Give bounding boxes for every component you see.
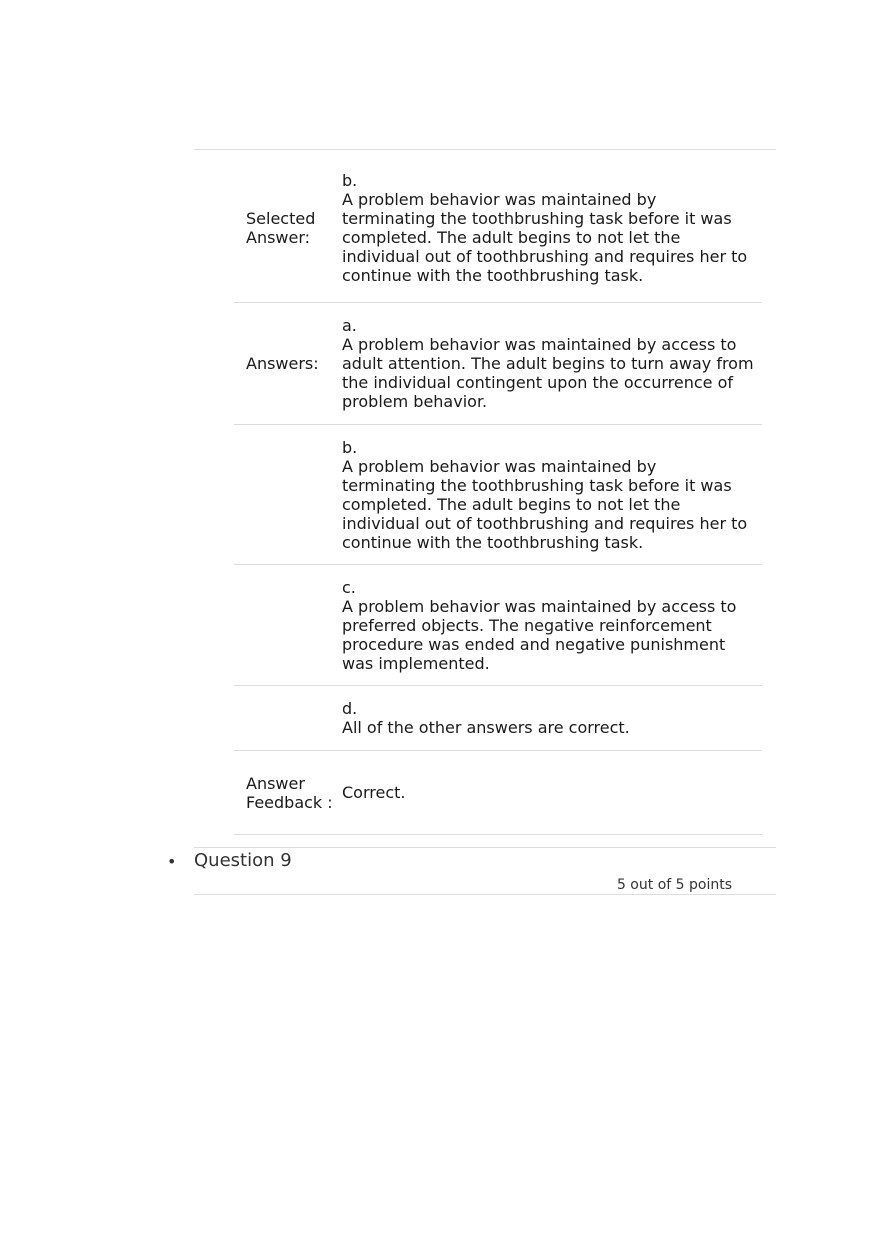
question-title: Question 9	[194, 850, 292, 871]
answer-option-a-row	[234, 303, 762, 425]
selected-answer-row	[234, 151, 762, 303]
answer-option-d-row	[234, 686, 762, 751]
answer-feedback-label: Answer Feedback :	[246, 773, 333, 812]
answer-feedback-row	[234, 751, 762, 835]
question-points: 5 out of 5 points	[616, 877, 732, 893]
answer-option-a	[342, 316, 762, 411]
top-divider	[194, 149, 776, 150]
selected-answer-text: A problem behavior was maintained by terminating the toothbrushing task before it was completed. The adult begins to not let the individual out of toothbrushing and requires her to continue with the toothbrushing task.	[342, 189, 748, 285]
answer-option-text: A problem behavior was maintained by access to preferred objects. The negative reinforcement procedure was ended and negative punishment was implemented.	[342, 596, 737, 673]
answer-option-c	[342, 578, 762, 673]
question-9-header	[194, 847, 776, 895]
answer-option-letter: a.	[342, 316, 357, 335]
list-bullet: •	[167, 852, 177, 871]
answer-option-b	[342, 438, 762, 552]
answers-label: Answers:	[246, 354, 319, 373]
selected-answer-letter: b.	[342, 170, 358, 190]
answer-option-text: All of the other answers are correct.	[342, 718, 630, 737]
answer-option-c-row	[234, 565, 762, 686]
selected-answer-label: Selected Answer:	[246, 208, 316, 247]
answer-feedback-value: Correct.	[342, 783, 406, 802]
selected-answer-value	[342, 171, 762, 285]
answer-option-text: A problem behavior was maintained by terminating the toothbrushing task before it was completed. The adult begins to not let the individual out of toothbrushing and requires her to continue with the toothbrushing task.	[342, 456, 748, 552]
answer-option-letter: c.	[342, 577, 356, 597]
answer-option-b-row	[234, 425, 762, 565]
answer-option-letter: b.	[342, 437, 358, 457]
answer-option-letter: d.	[342, 699, 358, 718]
answer-details-table	[234, 151, 762, 835]
answer-option-text: A problem behavior was maintained by access to adult attention. The adult begins to turn away from the individual contingent upon the occurrence of problem behavior.	[342, 335, 754, 411]
answer-option-d	[342, 699, 762, 737]
